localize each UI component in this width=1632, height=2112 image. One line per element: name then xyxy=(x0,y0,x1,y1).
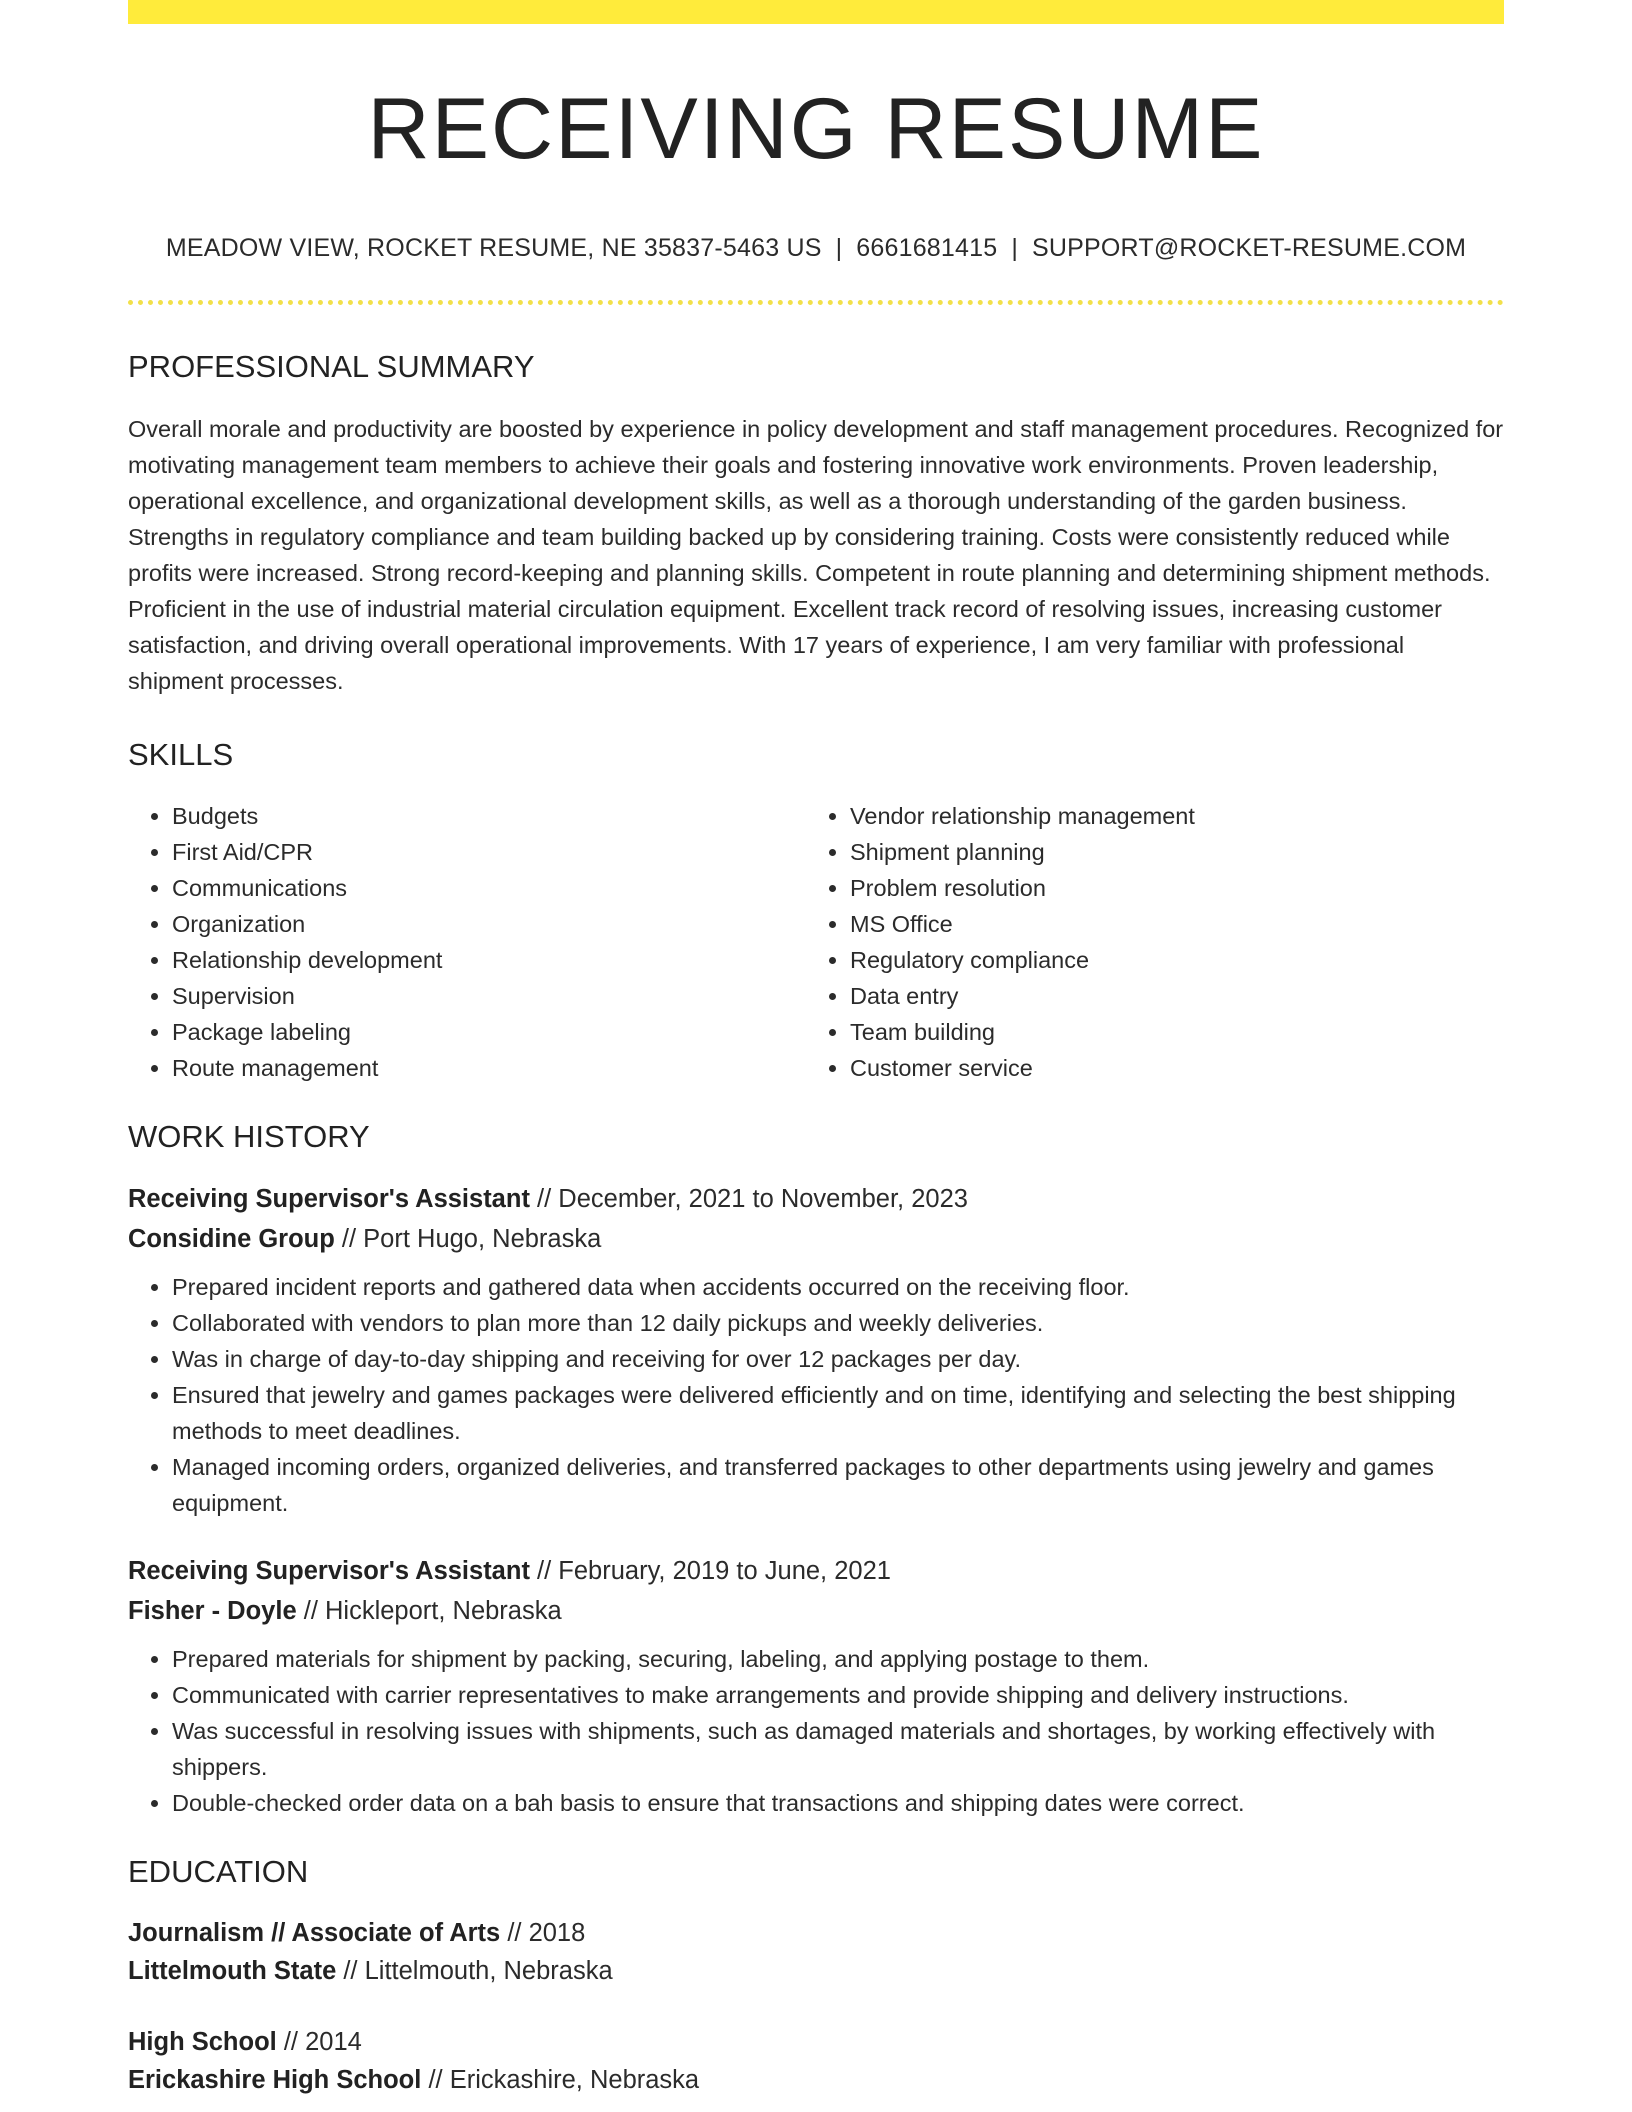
education-degree-line xyxy=(128,1914,1504,1952)
job-entry xyxy=(128,1179,1504,1259)
education-year: // 2014 xyxy=(283,2028,362,2056)
skill-item: • Problem resolution xyxy=(850,870,1484,906)
contact-separator: | xyxy=(835,234,843,262)
skill-item: • Supervision xyxy=(172,978,806,1014)
skill-item: • Customer service xyxy=(850,1050,1484,1086)
job-company: Fisher - Doyle xyxy=(128,1597,297,1625)
job-location: // Port Hugo, Nebraska xyxy=(341,1225,602,1253)
job-dates: // February, 2019 to June, 2021 xyxy=(537,1557,891,1585)
education-school-line xyxy=(128,2061,1504,2099)
education-school-line xyxy=(128,1952,1504,1990)
education-location: // Littelmouth, Nebraska xyxy=(343,1957,613,1985)
skill-item: • Budgets xyxy=(172,798,806,834)
job-bullet: • Prepared materials for shipment by packing, securing, labeling, and applying postage to them. xyxy=(172,1641,1504,1677)
job-dates: // December, 2021 to November, 2023 xyxy=(537,1185,968,1213)
skill-item: • MS Office xyxy=(850,906,1484,942)
contact-address: MEADOW VIEW, ROCKET RESUME, NE 35837-5463 US xyxy=(165,234,822,262)
education-heading: EDUCATION xyxy=(128,1854,309,1889)
job-entry xyxy=(128,1551,1504,1631)
skill-item: • Relationship development xyxy=(172,942,806,978)
skills-heading: SKILLS xyxy=(128,737,234,772)
job-bullet: • Double-checked order data on a bah basis to ensure that transactions and shipping dates were correct. xyxy=(172,1785,1504,1821)
job-bullet: • Communicated with carrier representatives to make arrangements and provide shipping and delivery instructions. xyxy=(172,1677,1504,1713)
summary-text: Overall morale and productivity are boosted by experience in policy development and staff management procedures. Recognized for motivating management team members to achieve their goals and fostering innovative work environments. Proven leadership, operational excellence, and organizational development skills, as well as a thorough understanding of the garden business. Strengths in regulatory compliance and team building backed up by considering training. Costs were consistently reduced while profits were increased. Strong record-keeping and planning skills. Competent in route planning and determining shipment methods. Proficient in the use of industrial material circulation equipment. Excellent track record of resolving issues, increasing customer satisfaction, and driving overall operational improvements. With 17 years of experience, I am very familiar with professional shipment processes. xyxy=(128,416,1504,694)
resume-title: RECEIVING RESUME xyxy=(367,81,1265,177)
job-bullet: • Ensured that jewelry and games packages were delivered efficiently and on time, identifying and selecting the best shipping methods to meet deadlines. xyxy=(172,1377,1504,1449)
dotted-divider xyxy=(128,300,1504,305)
accent-bar xyxy=(128,0,1504,24)
skill-item: • First Aid/CPR xyxy=(172,834,806,870)
summary-heading: PROFESSIONAL SUMMARY xyxy=(128,349,535,384)
skill-item: • Vendor relationship management xyxy=(850,798,1484,834)
education-location: // Erickashire, Nebraska xyxy=(428,2066,700,2094)
job-location: // Hickleport, Nebraska xyxy=(303,1597,562,1625)
education-year: // 2018 xyxy=(507,1919,586,1947)
job-company-line xyxy=(128,1591,1504,1631)
education-entry xyxy=(128,2023,1504,2099)
job-bullet: • Managed incoming orders, organized deliveries, and transferred packages to other departments using jewelry and games equipment. xyxy=(172,1449,1504,1521)
education-degree: Journalism // Associate of Arts xyxy=(128,1919,501,1947)
job-bullet: • Collaborated with vendors to plan more than 12 daily pickups and weekly deliveries. xyxy=(172,1305,1504,1341)
skill-item: • Regulatory compliance xyxy=(850,942,1484,978)
job-bullet: • Prepared incident reports and gathered data when accidents occurred on the receiving floor. xyxy=(172,1269,1504,1305)
job-role: Receiving Supervisor's Assistant xyxy=(128,1557,530,1585)
education-school: Littelmouth State xyxy=(128,1957,337,1985)
job-title-line xyxy=(128,1179,1504,1219)
education-entry xyxy=(128,1914,1504,1990)
skill-item: • Data entry xyxy=(850,978,1484,1014)
job-title-line xyxy=(128,1551,1504,1591)
contact-separator: | xyxy=(1011,234,1019,262)
resume-page xyxy=(128,0,1504,2099)
contact-email: SUPPORT@ROCKET-RESUME.COM xyxy=(1032,234,1467,262)
job-bullets xyxy=(128,1269,1504,1521)
education-degree: High School xyxy=(128,2028,277,2056)
job-bullet: • Was in charge of day-to-day shipping and receiving for over 12 packages per day. xyxy=(172,1341,1504,1377)
skills-column-left xyxy=(128,798,806,1086)
skill-item: • Communications xyxy=(172,870,806,906)
skill-item: • Package labeling xyxy=(172,1014,806,1050)
job-role: Receiving Supervisor's Assistant xyxy=(128,1185,530,1213)
skill-item: • Organization xyxy=(172,906,806,942)
work-history-heading: WORK HISTORY xyxy=(128,1119,370,1154)
education-degree-line xyxy=(128,2023,1504,2061)
job-company-line xyxy=(128,1219,1504,1259)
skill-item: • Team building xyxy=(850,1014,1484,1050)
skill-item: • Route management xyxy=(172,1050,806,1086)
contact-line xyxy=(128,236,1504,261)
skills-list xyxy=(128,798,1504,1086)
skills-column-right xyxy=(806,798,1484,1086)
education-school: Erickashire High School xyxy=(128,2066,422,2094)
job-bullet: • Was successful in resolving issues with shipments, such as damaged materials and shortages, by working effectively with shippers. xyxy=(172,1713,1504,1785)
skill-item: • Shipment planning xyxy=(850,834,1484,870)
job-company: Considine Group xyxy=(128,1225,335,1253)
job-bullets xyxy=(128,1641,1504,1821)
contact-phone: 6661681415 xyxy=(856,234,998,262)
